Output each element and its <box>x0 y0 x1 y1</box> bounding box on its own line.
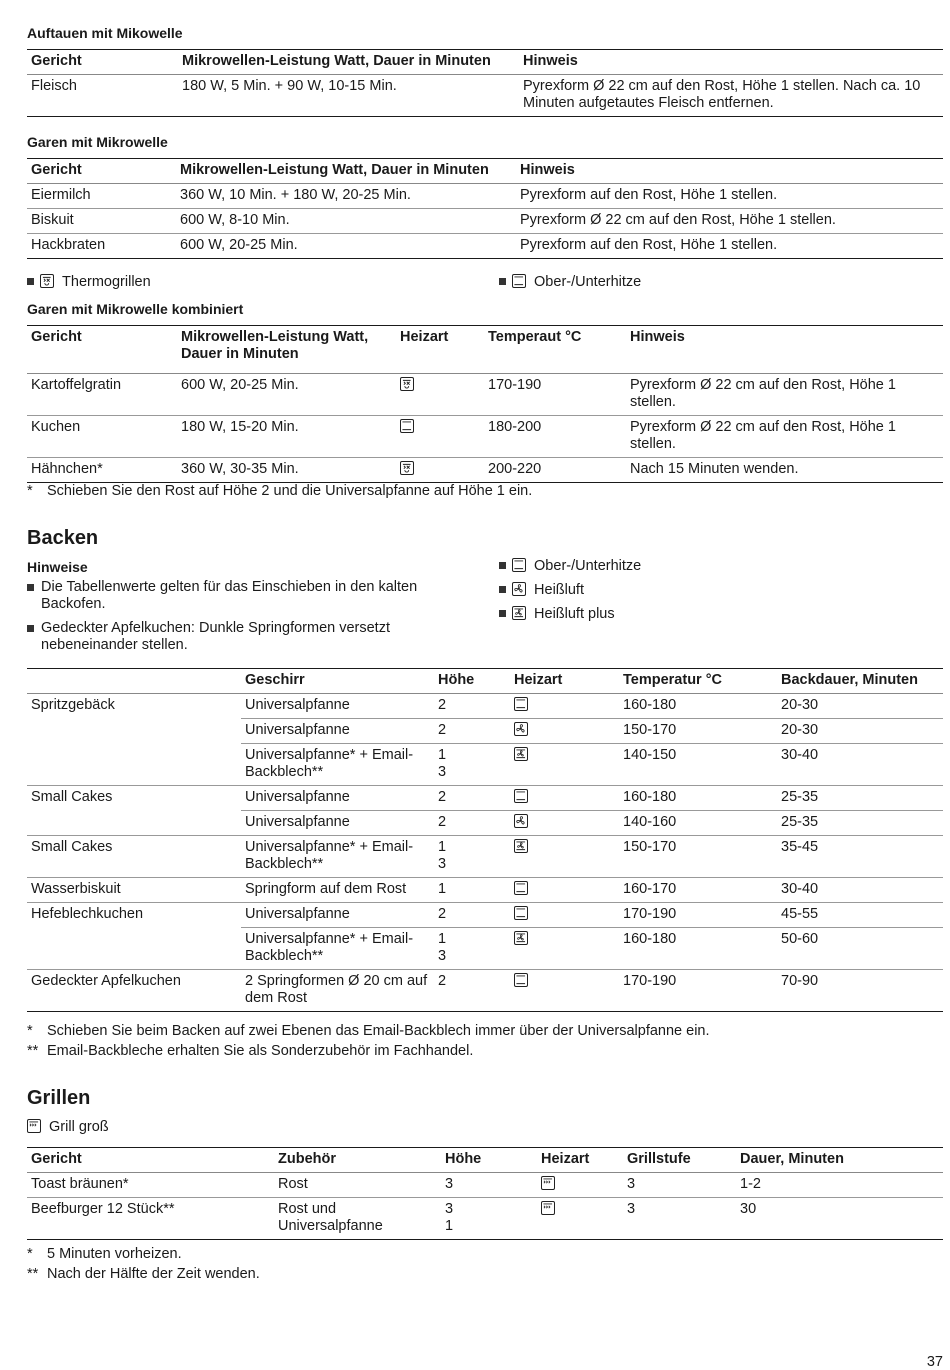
legend-heissluft-plus <box>499 606 615 623</box>
cell-hoehe: 3 <box>445 1176 454 1192</box>
footnote <box>27 1246 182 1263</box>
legend-grill-gross <box>27 1119 109 1136</box>
cell-temperatur: 160-170 <box>619 878 777 903</box>
table-header-row <box>27 50 943 75</box>
cell-temperatur: 170-190 <box>488 377 542 393</box>
header-heizart: Heizart <box>514 672 563 688</box>
header-hoehe: Höhe <box>438 672 475 688</box>
cell-hoehe: 1 3 <box>434 928 510 970</box>
cell-leistung: 180 W, 15-20 Min. <box>181 419 299 435</box>
cell-hinweis: Pyrexform auf den Rost, Höhe 1 stellen. <box>520 237 778 253</box>
table-row <box>27 1198 943 1240</box>
cell-hoehe: 2 <box>434 719 510 744</box>
header-gericht: Gericht <box>31 1151 82 1167</box>
cell-temperatur: 140-150 <box>619 744 777 786</box>
legend-label: Thermogrillen <box>62 274 151 290</box>
header-hinweis: Hinweis <box>630 329 685 345</box>
grill-gross-icon <box>541 1201 555 1215</box>
table-row <box>27 970 943 1012</box>
header-gericht: Gericht <box>31 329 82 345</box>
table-row <box>27 786 943 811</box>
cell-heizart <box>510 811 619 836</box>
cell-gericht: Kuchen <box>31 419 81 435</box>
cell-temperatur: 160-180 <box>619 694 777 719</box>
table-header-row <box>27 159 943 184</box>
thermogrill-icon <box>40 274 54 288</box>
section-title-auftauen: Auftauen mit Mikowelle <box>27 25 183 41</box>
cell-hoehe: 3 1 <box>445 1201 454 1234</box>
table-header-row <box>27 669 943 694</box>
heissluft-plus-icon <box>514 931 528 945</box>
bullet <box>27 584 34 591</box>
footnote-mark: ** <box>27 1266 39 1282</box>
cell-backdauer: 70-90 <box>777 970 943 1012</box>
table-row <box>27 811 943 836</box>
section-title-kombiniert: Garen mit Mikrowelle kombiniert <box>27 301 244 317</box>
cell-backdauer: 45-55 <box>777 903 943 928</box>
table-row <box>27 458 943 483</box>
cell-geschirr: Universalpfanne* + Email-Backblech** <box>241 928 434 970</box>
auftauen-table <box>27 49 943 117</box>
cell-geschirr: Universalpfanne <box>241 786 434 811</box>
header-gericht: Gericht <box>31 53 82 69</box>
cell-geschirr: Universalpfanne <box>241 694 434 719</box>
cell-backdauer: 20-30 <box>777 694 943 719</box>
header-leistung: Mikrowellen-Leistung Watt, Dauer in Minuten <box>181 329 369 362</box>
cell-gericht: Eiermilch <box>31 187 91 203</box>
hinweis-text: Gedeckter Apfelkuchen: Dunkle Springformen versetzt nebeneinander stellen. <box>41 620 390 653</box>
grill-gross-icon <box>541 1176 555 1190</box>
cell-leistung: 600 W, 20-25 Min. <box>181 377 299 393</box>
cell-hinweis: Pyrexform Ø 22 cm auf den Rost, Höhe 1 stellen. <box>630 377 896 410</box>
cell-grillstufe: 3 <box>627 1201 636 1217</box>
cell-heizart <box>396 416 484 458</box>
cell-gericht: Hackbraten <box>31 237 106 253</box>
hinweise-title: Hinweise <box>27 559 88 575</box>
bullet <box>499 586 506 593</box>
cell-temperatur: 160-180 <box>619 786 777 811</box>
cell-leistung: 600 W, 20-25 Min. <box>180 237 298 253</box>
cell-category: Gedeckter Apfelkuchen <box>27 970 241 1012</box>
cell-temperatur: 150-170 <box>619 719 777 744</box>
cell-leistung: 360 W, 30-35 Min. <box>181 461 299 477</box>
header-temperatur: Temperatur °C <box>623 672 722 688</box>
header-dauer: Dauer, Minuten <box>740 1151 844 1167</box>
footnote <box>27 1043 473 1060</box>
backen-table <box>27 668 943 1012</box>
footnote <box>27 483 532 500</box>
cell-hoehe: 2 <box>434 694 510 719</box>
grillen-table <box>27 1147 943 1240</box>
bullet <box>499 562 506 569</box>
cell-category: Small Cakes <box>31 789 113 805</box>
cell-heizart <box>510 836 619 878</box>
thermogrill-icon <box>400 461 414 475</box>
heissluft-icon <box>512 582 526 596</box>
cell-gericht: Kartoffelgratin <box>31 377 122 393</box>
footnote-text: Nach der Hälfte der Zeit wenden. <box>47 1266 260 1282</box>
cell-heizart <box>396 458 484 483</box>
cell-geschirr: Springform auf dem Rost <box>241 878 434 903</box>
cell-heizart <box>396 374 484 416</box>
cell-backdauer: 50-60 <box>777 928 943 970</box>
kombiniert-table <box>27 325 943 483</box>
cell-backdauer: 35-45 <box>777 836 943 878</box>
cell-geschirr: Universalpfanne <box>241 903 434 928</box>
hinweis-item <box>27 620 467 654</box>
cell-leistung: 360 W, 10 Min. + 180 W, 20-25 Min. <box>180 187 411 203</box>
footnote-text: Email-Backbleche erhalten Sie als Sonderzubehör im Fachhandel. <box>47 1043 474 1059</box>
cell-hinweis: Pyrexform Ø 22 cm auf den Rost, Höhe 1 stellen. <box>630 419 896 452</box>
page-number: 37 <box>926 1354 943 1370</box>
cell-backdauer: 20-30 <box>777 719 943 744</box>
legend-label: Grill groß <box>49 1119 109 1135</box>
table-row <box>27 416 943 458</box>
header-zubehoer: Zubehör <box>278 1151 336 1167</box>
table-row <box>27 694 943 719</box>
cell-heizart <box>510 928 619 970</box>
legend-label: Ober-/Unterhitze <box>534 558 642 574</box>
footnote-text: Schieben Sie den Rost auf Höhe 2 und die Universalpfanne auf Höhe 1 ein. <box>47 483 533 499</box>
table-row <box>27 209 943 234</box>
ober-unterhitze-icon <box>512 558 526 572</box>
header-hoehe: Höhe <box>445 1151 482 1167</box>
table-row <box>27 903 943 928</box>
cell-geschirr: Universalpfanne <box>241 719 434 744</box>
footnote-mark: * <box>27 1023 33 1039</box>
hinweis-text: Die Tabellenwerte gelten für das Einschieben in den kalten Backofen. <box>41 579 418 612</box>
cell-temperatur: 170-190 <box>619 970 777 1012</box>
cell-temperatur: 150-170 <box>619 836 777 878</box>
legend-oberunterhitze <box>499 558 641 575</box>
ober-unterhitze-icon <box>514 697 528 711</box>
table-row <box>27 878 943 903</box>
table-row <box>27 719 943 744</box>
cell-zubehoer: Rost und Universalpfanne <box>278 1201 383 1234</box>
legend-label: Heißluft <box>534 582 584 598</box>
table-row <box>27 928 943 970</box>
heissluft-plus-icon <box>514 839 528 853</box>
heissluft-plus-icon <box>512 606 526 620</box>
cell-backdauer: 25-35 <box>777 786 943 811</box>
cell-category: Wasserbiskuit <box>27 878 241 903</box>
cell-hinweis: Pyrexform Ø 22 cm auf den Rost, Höhe 1 stellen. Nach ca. 10 Minuten aufgetautes Fleisch entfernen. <box>523 78 921 111</box>
cell-heizart <box>510 903 619 928</box>
header-backdauer: Backdauer, Minuten <box>781 672 918 688</box>
cell-heizart <box>510 786 619 811</box>
ober-unterhitze-icon <box>514 973 528 987</box>
cell-hoehe: 1 <box>434 878 510 903</box>
bullet <box>27 278 34 285</box>
heissluft-icon <box>514 814 528 828</box>
header-leistung: Mikrowellen-Leistung Watt, Dauer in Minuten <box>182 53 491 69</box>
cell-geschirr: Universalpfanne* + Email-Backblech** <box>241 836 434 878</box>
cell-temperatur: 170-190 <box>619 903 777 928</box>
section-title-backen: Backen <box>27 527 99 549</box>
cell-gericht: Beefburger 12 Stück** <box>31 1201 175 1217</box>
header-grillstufe: Grillstufe <box>627 1151 691 1167</box>
ober-unterhitze-icon <box>514 789 528 803</box>
section-title-grillen: Grillen <box>27 1087 91 1109</box>
header-geschirr: Geschirr <box>245 672 305 688</box>
cell-category <box>27 719 241 744</box>
table-row <box>27 836 943 878</box>
cell-heizart <box>510 970 619 1012</box>
table-row <box>27 1173 943 1198</box>
cell-geschirr: Universalpfanne <box>241 811 434 836</box>
cell-temperatur: 160-180 <box>619 928 777 970</box>
cell-backdauer: 30-40 <box>777 744 943 786</box>
header-gericht: Gericht <box>31 162 82 178</box>
header-leistung: Mikrowellen-Leistung Watt, Dauer in Minuten <box>180 162 489 178</box>
footnote-mark: * <box>27 1246 33 1262</box>
footnote-text: 5 Minuten vorheizen. <box>47 1246 182 1262</box>
cell-hoehe: 1 3 <box>434 836 510 878</box>
cell-heizart <box>537 1198 623 1240</box>
header-hinweis: Hinweis <box>520 162 575 178</box>
cell-zubehoer: Rost <box>278 1176 308 1192</box>
cell-heizart <box>510 744 619 786</box>
footnote-mark: ** <box>27 1043 39 1059</box>
cell-temperatur: 180-200 <box>488 419 542 435</box>
cell-hoehe: 2 <box>434 786 510 811</box>
header-temperatur: Temperaut °C <box>488 329 582 345</box>
cell-dauer: 30 <box>740 1201 757 1217</box>
table-header-row <box>27 1148 943 1173</box>
footnote-text: Schieben Sie beim Backen auf zwei Ebenen das Email-Backblech immer über der Universalpfanne ein. <box>47 1023 710 1039</box>
heissluft-plus-icon <box>514 747 528 761</box>
cell-heizart <box>510 719 619 744</box>
hinweis-item <box>27 579 467 613</box>
cell-hoehe: 2 <box>434 970 510 1012</box>
grill-gross-icon <box>27 1119 41 1133</box>
table-header-row <box>27 326 943 374</box>
header-category <box>27 669 241 694</box>
table-row <box>27 374 943 416</box>
cell-temperatur: 140-160 <box>619 811 777 836</box>
cell-hinweis: Pyrexform Ø 22 cm auf den Rost, Höhe 1 stellen. <box>520 212 836 228</box>
cell-category <box>27 811 241 836</box>
bullet <box>499 610 506 617</box>
cell-geschirr: Universalpfanne* + Email-Backblech** <box>241 744 434 786</box>
cell-category: Spritzgebäck <box>31 697 115 713</box>
bullet <box>27 625 34 632</box>
table-row <box>27 184 943 209</box>
cell-heizart <box>537 1173 623 1198</box>
header-hinweis: Hinweis <box>523 53 578 69</box>
heissluft-icon <box>514 722 528 736</box>
legend-heissluft <box>499 582 584 599</box>
legend-label: Ober-/Unterhitze <box>534 274 642 290</box>
table-row <box>27 75 943 117</box>
cell-hinweis: Pyrexform auf den Rost, Höhe 1 stellen. <box>520 187 778 203</box>
cell-hoehe: 2 <box>434 811 510 836</box>
cell-gericht: Biskuit <box>31 212 74 228</box>
legend-oberunterhitze <box>499 274 641 291</box>
legend-thermogrillen <box>27 274 151 291</box>
thermogrill-icon <box>400 377 414 391</box>
ober-unterhitze-icon <box>512 274 526 288</box>
cell-category: Hefeblechkuchen <box>31 906 144 922</box>
cell-leistung: 180 W, 5 Min. + 90 W, 10-15 Min. <box>182 78 397 94</box>
cell-grillstufe: 3 <box>627 1176 636 1192</box>
cell-temperatur: 200-220 <box>488 461 542 477</box>
footnote <box>27 1266 260 1283</box>
cell-backdauer: 30-40 <box>777 878 943 903</box>
ober-unterhitze-icon <box>400 419 414 433</box>
table-row <box>27 744 943 786</box>
cell-backdauer: 25-35 <box>777 811 943 836</box>
ober-unterhitze-icon <box>514 881 528 895</box>
cell-gericht: Fleisch <box>31 78 77 94</box>
cell-hoehe: 2 <box>434 903 510 928</box>
cell-hinweis: Nach 15 Minuten wenden. <box>630 461 799 477</box>
footnote <box>27 1023 710 1040</box>
cell-category: Small Cakes <box>27 836 241 878</box>
table-row <box>27 234 943 259</box>
cell-hoehe: 1 3 <box>434 744 510 786</box>
cell-gericht: Hähnchen* <box>31 461 103 477</box>
header-heizart: Heizart <box>400 329 449 345</box>
ober-unterhitze-icon <box>514 906 528 920</box>
cell-heizart <box>510 694 619 719</box>
section-title-garen: Garen mit Mikrowelle <box>27 134 168 150</box>
cell-category <box>27 928 241 970</box>
bullet <box>499 278 506 285</box>
cell-dauer: 1-2 <box>740 1176 761 1192</box>
cell-category <box>27 744 241 786</box>
cell-gericht: Toast bräunen* <box>31 1176 129 1192</box>
cell-geschirr: 2 Springformen Ø 20 cm auf dem Rost <box>241 970 434 1012</box>
garen-table <box>27 158 943 259</box>
legend-label: Heißluft plus <box>534 606 615 622</box>
cell-heizart <box>510 878 619 903</box>
cell-leistung: 600 W, 8-10 Min. <box>180 212 290 228</box>
footnote-mark: * <box>27 483 33 499</box>
header-heizart: Heizart <box>541 1151 590 1167</box>
